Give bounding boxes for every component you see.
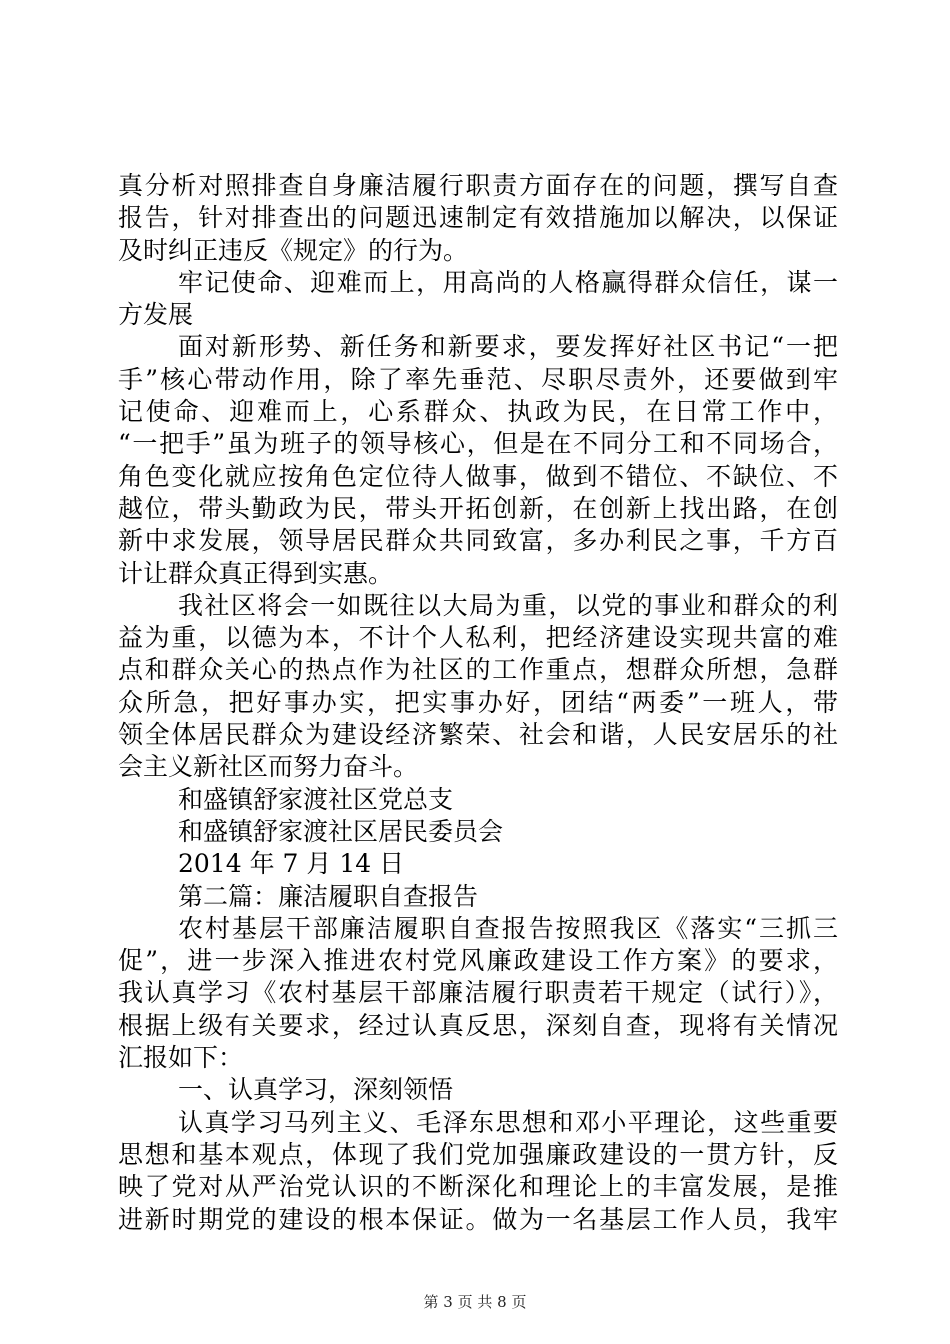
text-line: 牢记使命、迎难而上，用高尚的人格赢得群众信任，谋一 — [178, 267, 838, 297]
text-line: 和盛镇舒家渡社区党总支 — [178, 784, 454, 814]
text-line: 记使命、迎难而上，心系群众、执政为民，在日常工作中， — [118, 397, 838, 427]
text-line: 及时纠正违反《规定》的行为。 — [118, 235, 469, 265]
text-line: 点和群众关心的热点作为社区的工作重点，想群众所想，急群 — [118, 655, 838, 685]
document-body — [118, 170, 838, 1236]
text-line: “一把手”虽为班子的领导核心，但是在不同分工和不同场合， — [118, 429, 838, 459]
text-line: 2014 年 7 月 14 日 — [178, 849, 405, 879]
text-line: 我社区将会一如既往以大局为重，以党的事业和群众的利 — [178, 590, 838, 620]
text-line: 映了党对从严治党认识的不断深化和理论上的丰富发展，是推 — [118, 1172, 838, 1202]
text-line: 众所急，把好事办实，把实事办好，团结“两委”一班人，带 — [118, 687, 838, 717]
text-line: 角色变化就应按角色定位待人做事，做到不错位、不缺位、不 — [118, 461, 838, 491]
text-line: 和盛镇舒家渡社区居民委员会 — [178, 816, 504, 846]
text-line: 根据上级有关要求，经过认真反思，深刻自查，现将有关情况 — [118, 1010, 838, 1040]
text-line: 进新时期党的建设的根本保证。做为一名基层工作人员，我牢 — [118, 1204, 838, 1234]
text-line: 认真学习马列主义、毛泽东思想和邓小平理论，这些重要 — [178, 1107, 838, 1137]
text-line: 一、认真学习，深刻领悟 — [178, 1075, 454, 1105]
text-line: 方发展 — [118, 300, 194, 330]
text-line: 我认真学习《农村基层干部廉洁履行职责若干规定（试行）》， — [118, 978, 838, 1008]
text-line: 手”核心带动作用，除了率先垂范、尽职尽责外，还要做到牢 — [118, 364, 838, 394]
text-line: 思想和基本观点，体现了我们党加强廉政建设的一贯方针，反 — [118, 1139, 838, 1169]
text-line: 促”，进一步深入推进农村党风廉政建设工作方案》的要求， — [118, 946, 838, 976]
text-line: 真分析对照排查自身廉洁履行职责方面存在的问题，撰写自查 — [118, 171, 838, 200]
text-line: 面对新形势、新任务和新要求，要发挥好社区书记“一把 — [178, 332, 838, 362]
text-line: 会主义新社区而努力奋斗。 — [118, 752, 419, 782]
text-line: 益为重，以德为本，不计个人私利，把经济建设实现共富的难 — [118, 623, 838, 653]
text-line: 新中求发展，领导居民群众共同致富，多办利民之事，千方百 — [118, 526, 838, 556]
text-line: 第二篇：廉洁履职自查报告 — [178, 881, 479, 911]
text-line: 农村基层干部廉洁履职自查报告按照我区《落实“三抓三 — [178, 913, 838, 943]
text-line: 领全体居民群众为建设经济繁荣、社会和谐，人民安居乐的社 — [118, 720, 838, 750]
text-line: 报告，针对排查出的问题迅速制定有效措施加以解决，以保证 — [118, 203, 838, 233]
text-line: 越位，带头勤政为民，带头开拓创新，在创新上找出路，在创 — [118, 493, 838, 523]
page-footer: 第 3 页 共 8 页 — [423, 1293, 527, 1311]
text-line: 汇报如下： — [118, 1043, 244, 1073]
text-line: 计让群众真正得到实惠。 — [118, 558, 394, 588]
